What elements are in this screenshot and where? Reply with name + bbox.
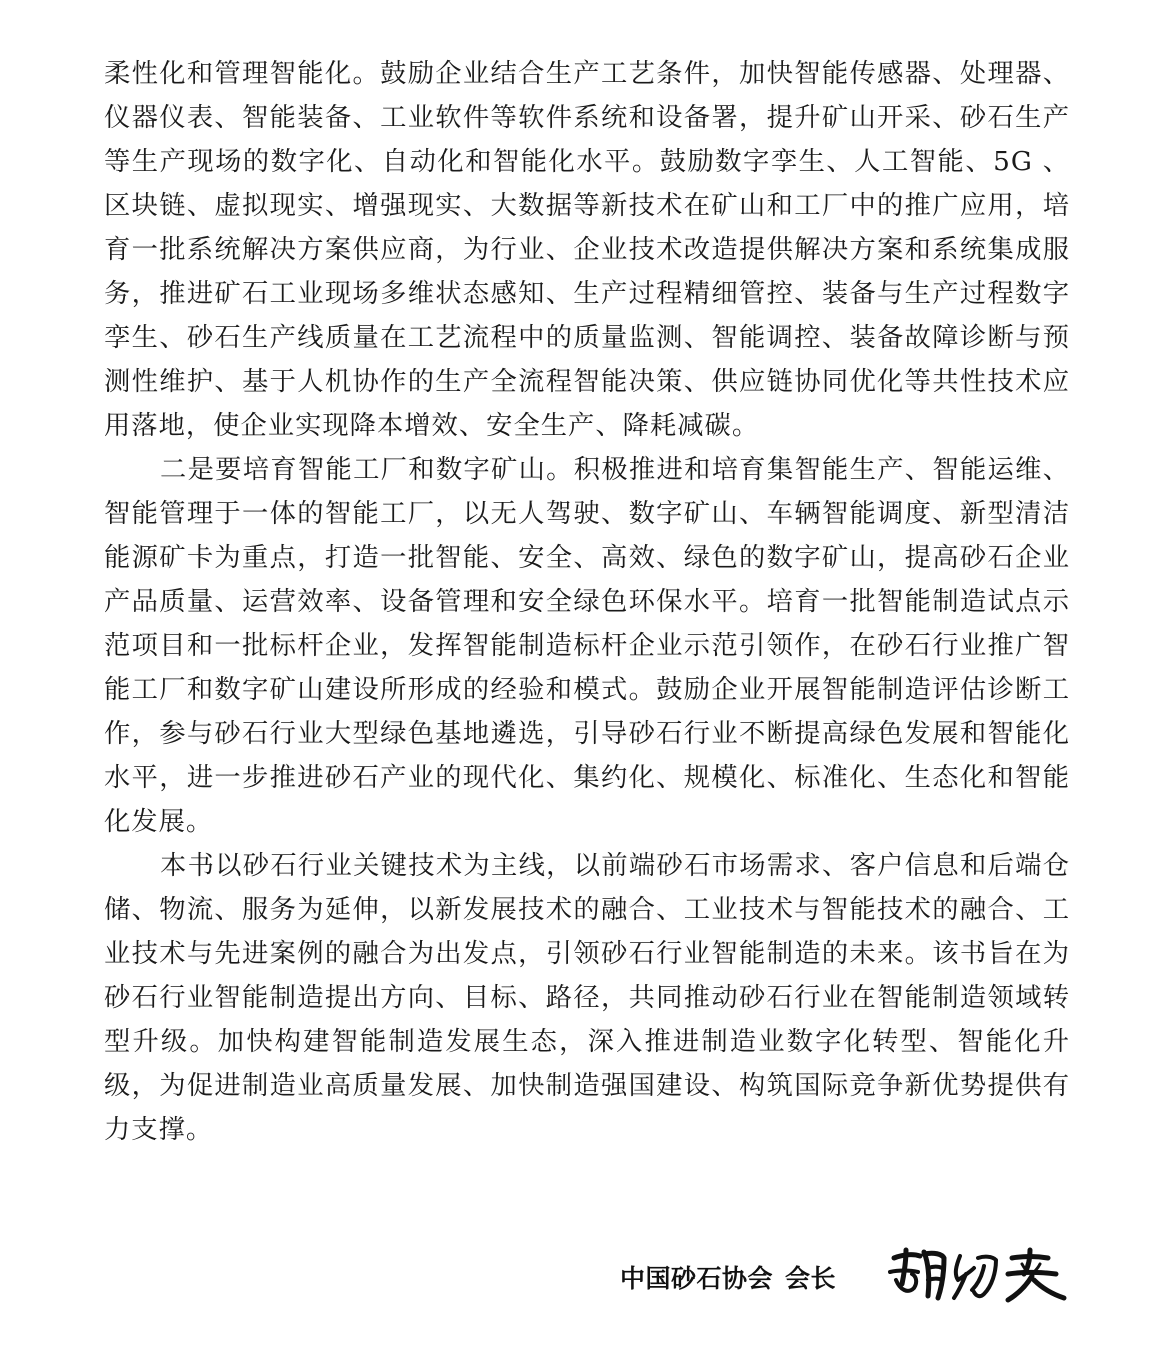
paragraph-2: 二是要培育智能工厂和数字矿山。积极推进和培育集智能生产、智能运维、智能管理于一体的智能工厂，以无人驾驶、数字矿山、车辆智能调度、新型清洁能源矿卡为重点，打造一批智能、安全、高效、绿色的数字矿山，提高砂石企业产品质量、运营效率、设备管理和安全绿色环保水平。培育一批智能制造试点示范项目和一批标杆企业，发挥智能制造标杆企业示范引领作，在砂石行业推广智能工厂和数字矿山建设所形成的经验和模式。鼓励企业开展智能制造评估诊断工作，参与砂石行业大型绿色基地遴选，引导砂石行业不断提高绿色发展和智能化水平，进一步推进砂石产业的现代化、集约化、规模化、标准化、生态化和智能化发展。 xyxy=(104,455,1070,837)
paragraph-1: 柔性化和管理智能化。鼓励企业结合生产工艺条件，加快智能传感器、处理器、仪器仪表、智能装备、工业软件等软件系统和设备署，提升矿山开采、砂石生产等生产现场的数字化、自动化和智能化水平。鼓励数字孪生、人工智能、5G 、区块链、虚拟现实、增强现实、大数据等新技术在矿山和工厂中的推广应用，培育一批系统解决方案供应商，为行业、企业技术改造提供解决方案和系统集成服务，推进矿石工业现场多维状态感知、生产过程精细管控、装备与生产过程数字孪生、砂石生产线质量在工艺流程中的质量监测、智能调控、装备故障诊断与预测性维护、基于人机协作的生产全流程智能决策、供应链协同优化等共性技术应用落地，使企业实现降本增效、安全生产、降耗减碳。 xyxy=(104,59,1070,441)
signature-organization: 中国砂石协会 xyxy=(620,1264,774,1293)
paragraph-3: 本书以砂石行业关键技术为主线，以前端砂石市场需求、客户信息和后端仓储、物流、服务为延伸，以新发展技术的融合、工业技术与智能技术的融合、工业技术与先进案例的融合为出发点，引领砂石行业智能制造的未来。该书旨在为砂石行业智能制造提出方向、目标、路径，共同推动砂石行业在智能制造领域转型升级。加快构建智能制造发展生态，深入推进制造业数字化转型、智能化升级，为促进制造业高质量发展、加快制造强国建设、构筑国际竞争新优势提供有力支撑。 xyxy=(104,851,1070,1145)
handwritten-signature xyxy=(884,1244,1070,1306)
signature-block xyxy=(620,1242,1070,1312)
signature-title: 会长 xyxy=(785,1264,837,1293)
document-body xyxy=(104,52,1070,1152)
